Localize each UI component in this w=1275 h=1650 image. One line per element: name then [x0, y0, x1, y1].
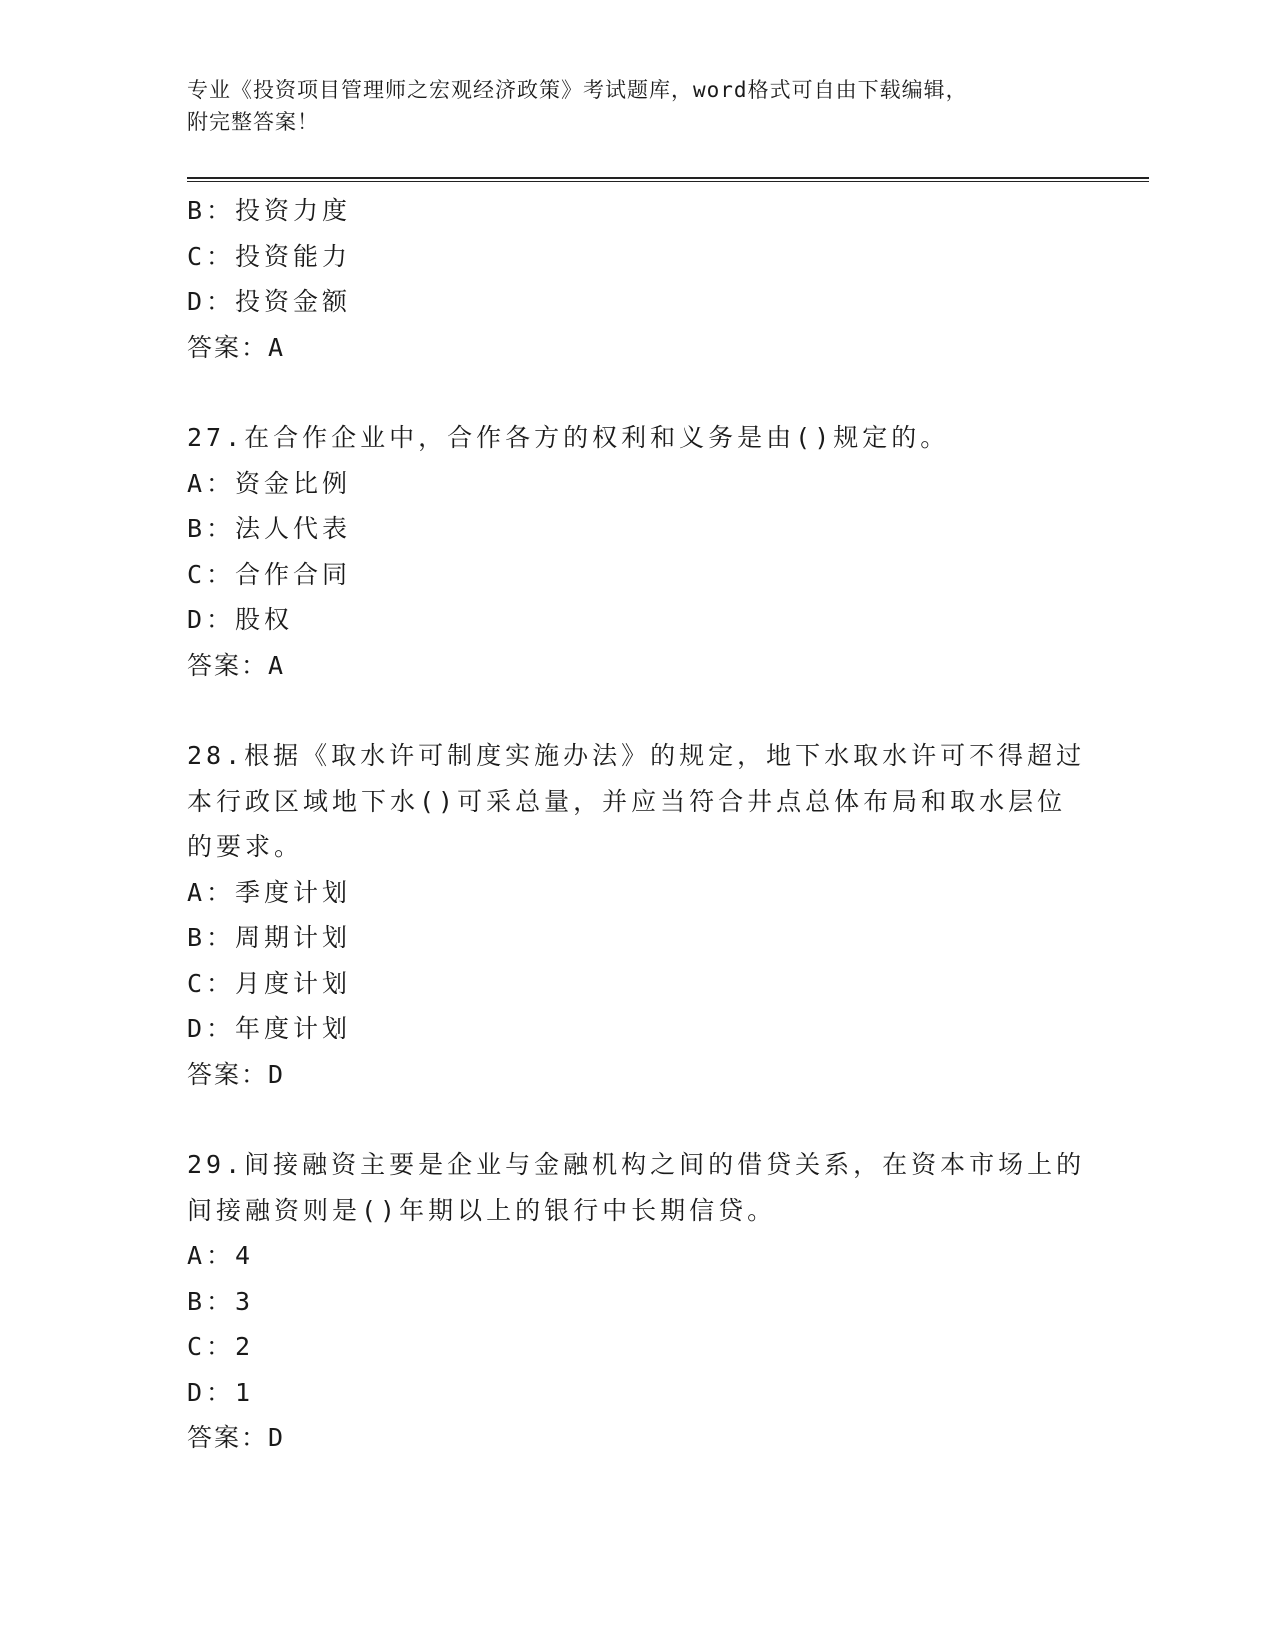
option-b: B：投资力度: [187, 196, 352, 225]
option-d: D：投资金额: [187, 287, 352, 316]
header-divider: [187, 177, 1149, 182]
question-29: [187, 1142, 1087, 1461]
option-c: C：合作合同: [187, 559, 352, 589]
spacer: [187, 688, 1087, 733]
question-27: [187, 415, 1087, 688]
question-26-tail: [187, 188, 1087, 370]
option-d: D：1: [187, 1377, 255, 1407]
answer: 答案：A: [187, 650, 286, 680]
question-stem-line-1: 28.根据《取水许可制度实施办法》的规定，地下水取水许可不得超过: [187, 741, 1086, 770]
option-d: D：年度计划: [187, 1014, 352, 1043]
option-c: C：月度计划: [187, 968, 352, 998]
answer: 答案：D: [187, 1423, 286, 1452]
question-stem-line-1: 29.间接融资主要是企业与金融机构之间的借贷关系，在资本市场上的: [187, 1150, 1086, 1179]
answer: 答案：D: [187, 1059, 286, 1089]
question-list: [187, 188, 1087, 1461]
option-a: A：季度计划: [187, 877, 352, 907]
option-a: A：4: [187, 1241, 255, 1270]
option-c: C：投资能力: [187, 241, 352, 271]
option-a: A：资金比例: [187, 468, 352, 498]
spacer: [187, 370, 1087, 415]
question-28: [187, 733, 1087, 1097]
header-title-line-2: 附完整答案！: [187, 110, 319, 134]
option-b: B：3: [187, 1286, 255, 1316]
question-stem: 27.在合作企业中，合作各方的权利和义务是由()规定的。: [187, 423, 950, 452]
option-b: B：法人代表: [187, 514, 352, 543]
option-c: C：2: [187, 1332, 255, 1361]
header-title-line-1: 专业《投资项目管理师之宏观经济政策》考试题库，word格式可自由下载编辑，: [187, 78, 968, 102]
answer: 答案：A: [187, 332, 286, 362]
question-stem-line-2: 间接融资则是()年期以上的银行中长期信贷。: [187, 1195, 777, 1225]
option-b: B：周期计划: [187, 923, 352, 952]
option-d: D：股权: [187, 605, 294, 634]
spacer: [187, 1097, 1087, 1142]
question-stem-line-3: 的要求。: [187, 832, 304, 861]
document-header: [187, 74, 1087, 138]
question-stem-line-2: 本行政区域地下水()可采总量，并应当符合井点总体布局和取水层位: [187, 786, 1067, 816]
